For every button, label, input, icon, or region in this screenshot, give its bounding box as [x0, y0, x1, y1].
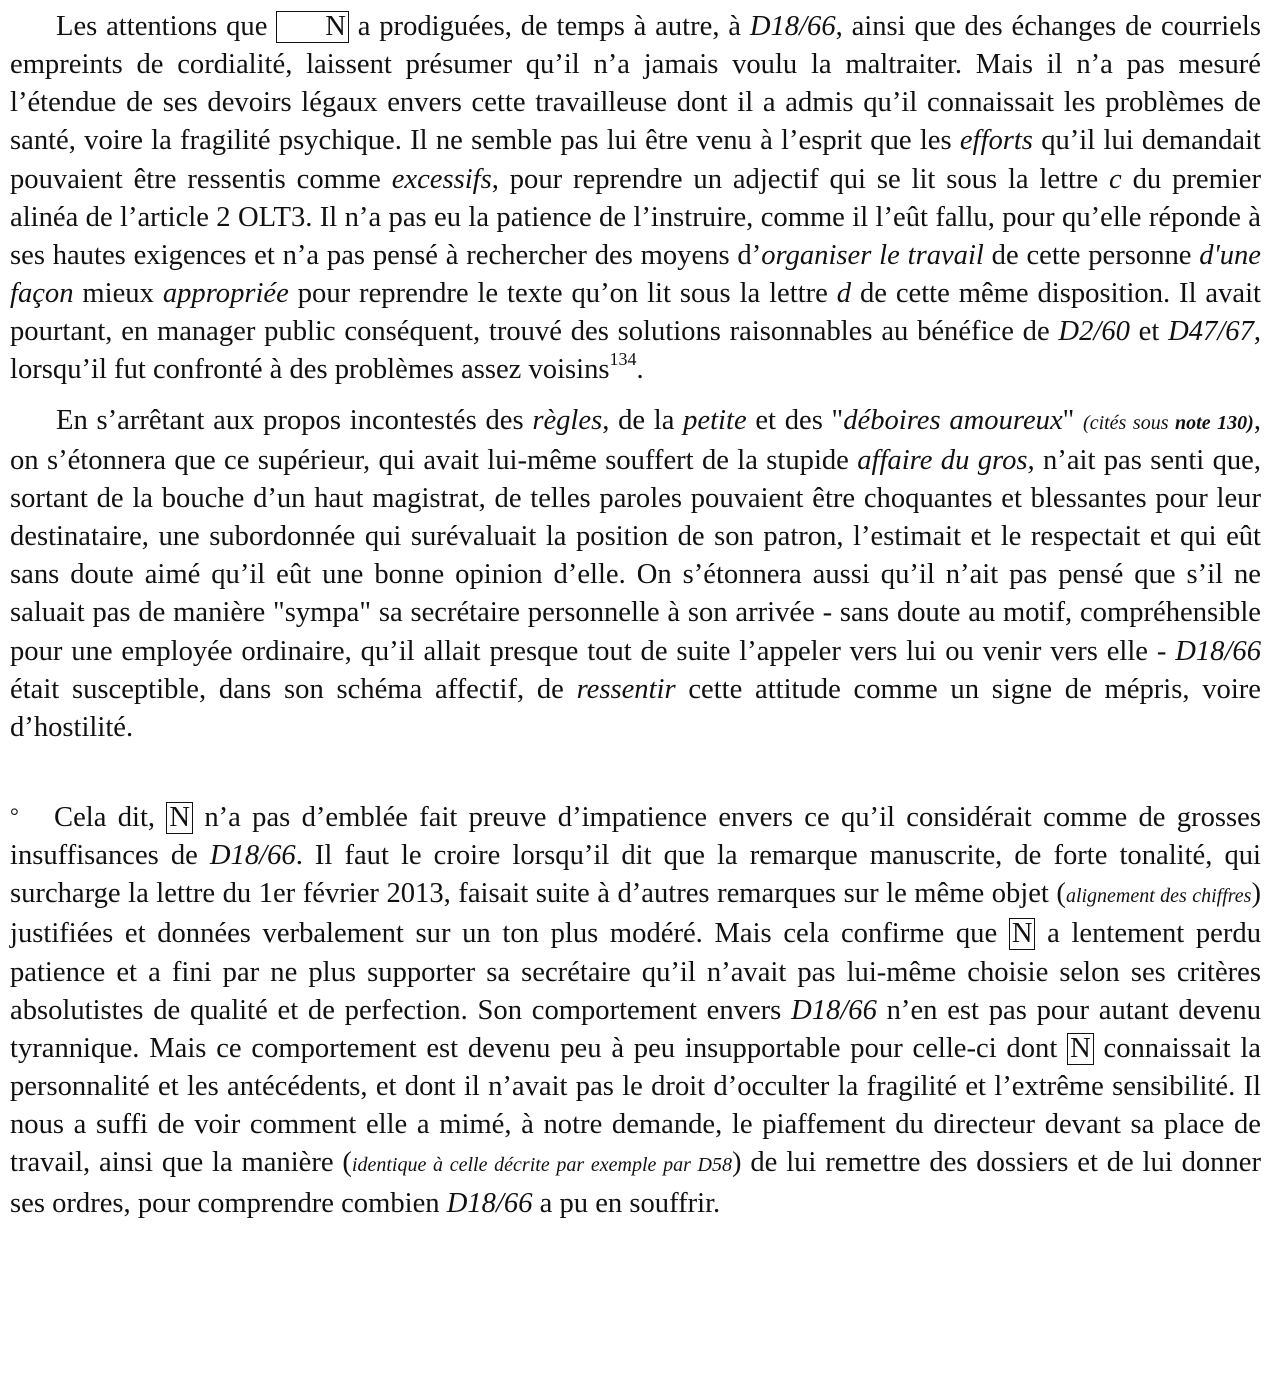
small-italic-note: alignement des chiffres: [1065, 885, 1252, 908]
italic-text: règles: [532, 404, 603, 436]
text-run: cette attitude comme un signe de mépris, voire d’hostilité.: [10, 673, 1261, 743]
text-run: ) de lui remettre des dossiers et de lui donner ses ordres, pour comprendre combien: [10, 1147, 1261, 1219]
italic-text: D2/60: [1058, 316, 1130, 348]
text-run: a pu en souffrir.: [532, 1187, 721, 1219]
text-run: de cette personne: [983, 239, 1200, 271]
text-run: était susceptible, dans son schéma affectif, de: [10, 673, 577, 705]
italic-text: déboires amoureux: [843, 404, 1063, 436]
paragraph-2: [10, 402, 1261, 747]
text-run: Les attentions que: [56, 11, 277, 42]
text-run: a prodiguées, de temps à autre, à: [348, 11, 750, 42]
italic-text: affaire du gros,: [857, 444, 1035, 476]
italic-text: d'une façon: [10, 239, 1261, 310]
text-run: pour reprendre le texte qu’on lit sous la lettre: [288, 278, 837, 310]
text-run: ) justifiées et données verbalement sur un ton plus modéré. Mais cela confirme que: [10, 878, 1262, 950]
text-run: et: [1129, 316, 1169, 348]
italic-text: D47/67: [1168, 316, 1254, 348]
footnote-ref: 134: [609, 349, 637, 370]
text-run: , ainsi que des échanges de courriels empreints de cordialité, laissent présumer qu’il n’a jamais voulu la maltraiter. Mais il n’a pas mesuré l’étendue de ses devoirs légaux envers cette travailleuse dont il a admis qu’il connaissait les problèmes de santé, voire la fragilité psychique. Il ne semble pas lui être venu à l’esprit que les: [10, 11, 1261, 157]
paragraph-3: [10, 797, 1261, 1223]
italic-text: D18/66: [209, 840, 296, 872]
italic-text: D18/66: [749, 11, 836, 42]
italic-text: organiser le travail: [761, 239, 984, 271]
italic-text: excessifs: [391, 163, 492, 195]
anonymized-initial-box: N: [1067, 1033, 1094, 1065]
text-run: Cela dit,: [54, 801, 167, 833]
text-run: qu’il lui demandait pouvaient être ressentis comme: [10, 125, 1261, 195]
text-run: , lorsqu’il fut confronté à des problèmes assez voisins: [10, 316, 1262, 386]
text-run: du premier alinéa de l’article 2 OLT3. Il n’a pas eu la patience de l’instruire, comme il l’eût fallu, pour qu’elle réponde à ses hautes exigences et n’a pas pensé à rechercher des moyens d’: [10, 163, 1261, 271]
text-run: et des ": [746, 404, 844, 436]
small-bold-italic-note: note 130): [1175, 411, 1254, 434]
italic-text: appropriée: [162, 278, 289, 310]
anonymized-initial-box: N: [166, 802, 193, 834]
text-run: mieux: [73, 278, 163, 310]
italic-text: ressentir: [576, 673, 676, 705]
text-run: n’en est pas pour autant devenu tyrannique. Mais ce comportement est devenu peu à peu insupportable pour celle-ci dont: [10, 994, 1261, 1064]
text-run: .: [636, 354, 644, 386]
text-run: , on s’étonnera que ce supérieur, qui avait lui-même souffert de la stupide: [10, 404, 1261, 476]
text-run: de cette même disposition. Il avait pourtant, en manager public conséquent, trouvé des solutions raisonnables au bénéfice de: [10, 278, 1261, 348]
text-run: En s’arrêtant aux propos incontestés des: [56, 404, 533, 436]
small-italic-note: (cités sous: [1083, 411, 1176, 434]
bullet-marker: °: [10, 802, 19, 828]
italic-text: d: [836, 278, 852, 310]
text-run: a lentement perdu patience et a fini par ne plus supporter sa secrétaire qu’il n’avait pas lui-même choisie selon ses critères absolutistes de qualité et de perfection. Son comportement envers: [10, 918, 1261, 1026]
anonymized-initial-box: N: [1009, 918, 1036, 950]
anonymized-initial-box: N: [276, 11, 349, 43]
italic-text: efforts: [959, 125, 1033, 157]
italic-text: D18/66: [791, 994, 877, 1026]
italic-text: D18/66: [1175, 635, 1261, 667]
small-italic-note: identique à celle décrite par exemple par D58: [351, 1154, 732, 1177]
italic-text: D18/66: [446, 1187, 533, 1219]
text-run: n’ait pas senti que, sortant de la bouche d’un haut magistrat, de telles paroles pouvaient être choquantes et blessantes pour leur destinataire, une subordonnée qui surévaluait la position de son patron, l’estimait et le respectait et qui eût sans doute aimé qu’il eût une bonne opinion d’elle. On s’étonnera aussi qu’il n’ait pas pensé que s’il ne saluait pas de manière "sympa" sa secrétaire personnelle à son arrivée - sans doute au motif, compréhensible pour une employée ordinaire, qu’il allait presque tout de suite l’appeler vers lui ou venir vers elle -: [10, 444, 1262, 667]
text-run: connaissait la personnalité et les antécédents, et dont il n’avait pas le droit d’occulter la fragilité et l’extrême sensibilité. Il nous a suffi de voir comment elle a mimé, à notre demande, le piaffement du directeur devant sa place de travail, ainsi que la manière (: [10, 1032, 1261, 1179]
text-run: , pour reprendre un adjectif qui se lit sous la lettre: [491, 163, 1110, 195]
text-run: , de la: [602, 404, 684, 436]
text-run: . Il faut le croire lorsqu’il dit que la remarque manuscrite, de forte tonalité, qui surcharge la lettre du 1er février 2013, faisait suite à d’autres remarques sur le même objet (: [10, 840, 1261, 910]
italic-text: petite: [683, 404, 747, 436]
paragraph-1: [10, 8, 1261, 390]
text-run: ": [1062, 404, 1084, 436]
italic-text: c: [1109, 163, 1122, 195]
text-run: n’a pas d’emblée fait preuve d’impatience envers ce qu’il considérait comme de grosses insuffisances de: [10, 801, 1261, 872]
